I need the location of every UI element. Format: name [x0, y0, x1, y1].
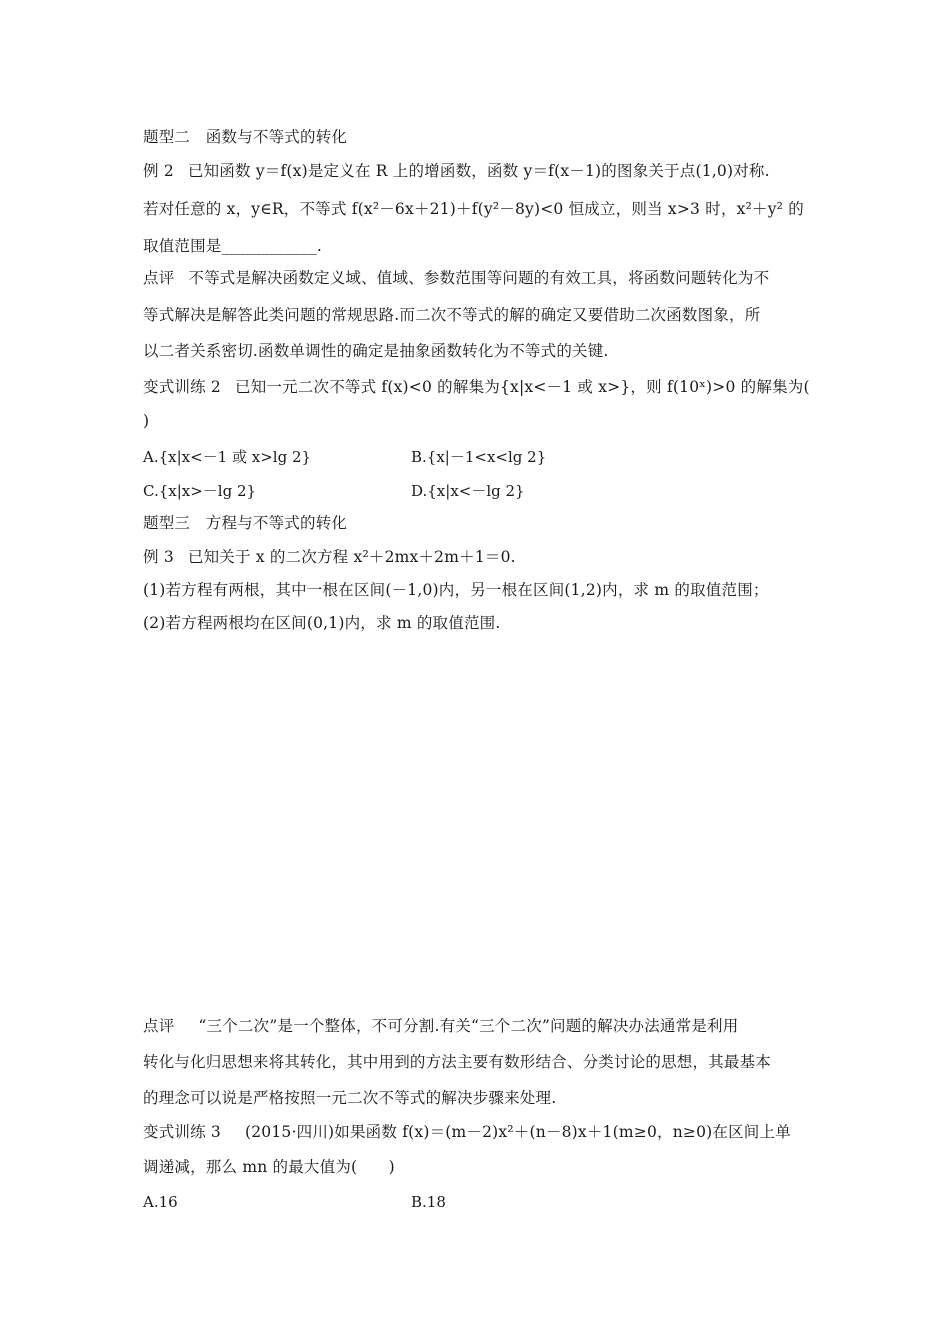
section3-heading: 题型三 方程与不等式的转化	[143, 514, 348, 532]
exercise2-label: 变式训练 2	[143, 378, 221, 396]
exercise3-line2: 调递减，那么 mn 的最大值为( )	[143, 1158, 395, 1176]
comment3-label: 点评	[143, 1017, 175, 1035]
example3-line1	[143, 547, 516, 567]
exercise2-option-d[interactable]: D.{x|x<－lg 2}	[411, 482, 525, 500]
comment2-text1: 不等式是解决函数定义域、值域、参数范围等问题的有效工具，将函数问题转化为不	[188, 269, 770, 287]
example3-text1: 已知关于 x 的二次方程 x²＋2mx＋2m＋1＝0.	[187, 548, 516, 566]
comment3-line3: 的理念可以说是严格按照一元二次不等式的解决步骤来处理.	[143, 1089, 557, 1107]
exercise3-option-a[interactable]: A.16	[143, 1193, 178, 1211]
exercise2-text1: 已知一元二次不等式 f(x)<0 的解集为{x|x<－1 或 x>}，则 f(10ˣ)>0 的解集为(	[235, 378, 810, 396]
example2-text1: 已知函数 y＝f(x)是定义在 R 上的增函数，函数 y＝f(x－1)的图象关于点(1,0)对称.	[187, 162, 770, 180]
example3-part2: (2)若方程两根均在区间(0,1)内，求 m 的取值范围.	[143, 614, 501, 632]
example2-line3: 取值范围是____________.	[143, 237, 323, 255]
comment2-label: 点评	[143, 269, 175, 287]
exercise2-line2: )	[143, 412, 150, 430]
exercise3-text1: (2015·四川)如果函数 f(x)＝(m－2)x²＋(n－8)x＋1(m≥0，n≥0)在区间上单	[245, 1123, 791, 1141]
exercise3-label: 变式训练 3	[143, 1123, 221, 1141]
exercise2-option-b[interactable]: B.{x|－1<x<lg 2}	[411, 448, 547, 466]
example3-part1: (1)若方程有两根，其中一根在区间(－1,0)内，另一根在区间(1,2)内，求 m 的取值范围；	[143, 581, 769, 599]
comment2-line3: 以二者关系密切.函数单调性的确定是抽象函数转化为不等式的关键.	[143, 342, 609, 360]
exercise2-line1	[143, 377, 810, 397]
exercise2-option-c[interactable]: C.{x|x>－lg 2}	[143, 482, 257, 500]
comment2-line1	[143, 268, 769, 288]
comment3-line2: 转化与化归思想来将其转化，其中用到的方法主要有数形结合、分类讨论的思想，其最基本	[143, 1053, 772, 1071]
comment2-line2: 等式解决是解答此类问题的常规思路.而二次不等式的解的确定又要借助二次函数图象，所	[143, 306, 761, 324]
example2-line1	[143, 161, 770, 181]
exercise2-option-a[interactable]: A.{x|x<－1 或 x>lg 2}	[143, 448, 312, 466]
exercise3-option-b[interactable]: B.18	[411, 1193, 446, 1211]
exercise3-line1	[143, 1122, 791, 1142]
example2-label: 例 2	[143, 162, 174, 180]
comment3-line1	[143, 1016, 738, 1036]
example3-label: 例 3	[143, 548, 174, 566]
example2-line2: 若对任意的 x，y∈R，不等式 f(x²－6x＋21)＋f(y²－8y)<0 恒成立，则当 x>3 时，x²＋y² 的	[143, 200, 804, 218]
comment3-text1: “三个二次”是一个整体，不可分割.有关“三个二次”问题的解决办法通常是利用	[198, 1017, 739, 1035]
section2-heading: 题型二 函数与不等式的转化	[143, 128, 348, 146]
